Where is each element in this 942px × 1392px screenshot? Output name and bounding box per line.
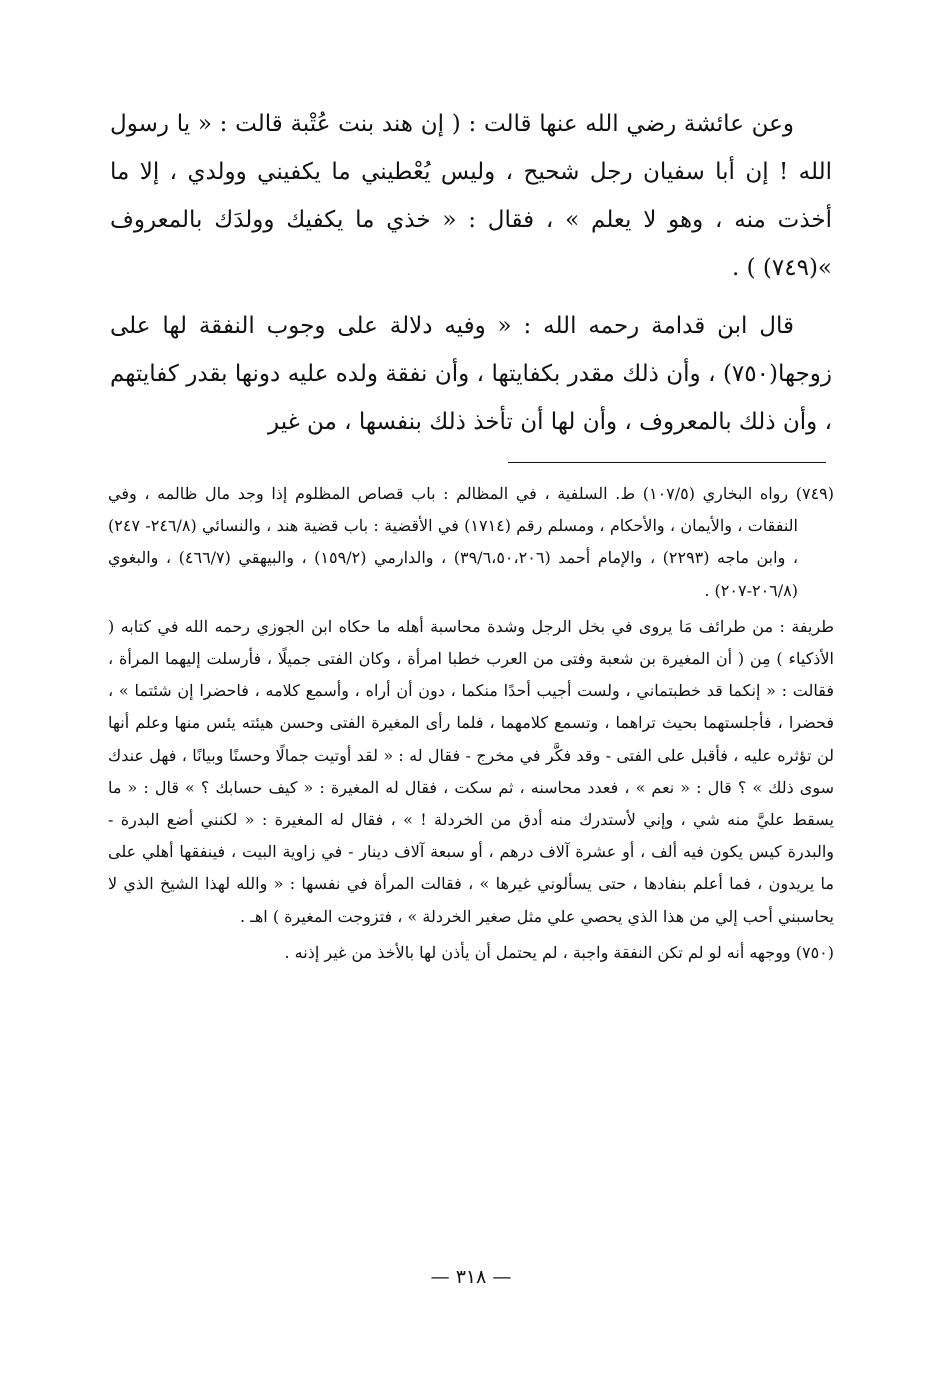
page-number: — ٣١٨ —	[430, 1266, 512, 1288]
footnote-749: (٧٤٩) رواه البخاري (١٠٧/٥) ط. السلفية ، في المظالم : باب قصاص المظلوم إذا وجد مال ظالمه ، وفي النفقات ، والأيمان ، والأحكام ، ومسلم رقم (١٧١٤) في الأقضية : باب قضية هند ، والنسائي (٢٤٦/٨- ٢٤٧) ، وابن ماجه (٢٢٩٣) ، والإمام أحمد (٣٩/٦،٥٠،٢٠٦) ، والدارمي (١٥٩/٢) ، والبيهقي (٤٦٦/٧) ، والبغوي (٢٠٦/٨-٢٠٧) .	[108, 484, 834, 600]
main-paragraph-1-text: وعن عائشة رضي الله عنها قالت : ( إن هند بنت عُتْبة قالت : « يا رسول الله ! إن أبا سفيان رجل شحيح ، وليس يُعْطيني ما يكفيني وولدي ، إلا ما أخذت منه ، وهو لا يعلم » ، فقال : « خذي ما يكفيك وولدَك بالمعروف »(٧٤٩) ) .	[110, 111, 832, 281]
main-paragraph-aisha-hadith	[110, 100, 832, 292]
main-paragraph-2-text: قال ابن قدامة رحمه الله : « وفيه دلالة على وجوب النفقة لها على زوجها(٧٥٠) ، وأن ذلك مقدر بكفايتها ، وأن نفقة ولده عليه دونها بقدر كفايتهم ، وأن ذلك بالمعروف ، وأن لها أن تأخذ ذلك بنفسها ، من غير	[110, 313, 832, 435]
main-text-body	[110, 100, 832, 456]
footnotes-section	[108, 478, 834, 973]
footnote-anecdote: طريفة : من طرائف مَا يروى في بخل الرجل وشدة محاسبة أهله ما حكاه ابن الجوزي رحمه الله في كتابه ( الأذكياء ) مِن ( أن المغيرة بن شعبة وفتى من العرب خطبا امرأة ، وكان الفتى جميلًا ، فأرسلت إليهما المرأة ، فقالت : « إنكما قد خطبتماني ، ولست أجيب أحدًا منكما ، دون أن أراه ، وأسمع كلامه ، فاحضرا إن شئتما » ، فحضرا ، فأجلستهما بحيث تراهما ، وتسمع كلامهما ، فلما رأى المغيرة الفتى وحسن هيئته يئس منها وعلم أنها لن تؤثره عليه ، فأقبل على الفتى - وقد فكَّر في مخرج - فقال له : « لقد أوتيت جمالًا وحسنًا وبيانًا ، فهل عندك سوى ذلك » ؟ قال : « نعم » ، فعدد محاسنه ، ثم سكت ، فقال له المغيرة : « كيف حسابك ؟ » قال : « ما يسقط عليَّ منه شي ، وإني لأستدرك منه أدق من الخردلة ! » ، فقال له المغيرة : « لكنني أضع البدرة - والبدرة كيس يكون فيه ألف ، أو عشرة آلاف درهم ، أو سبعة آلاف دينار - في زاوية البيت ، فينفقها أهلي على ما يريدون ، فما أعلم بنفادها ، حتى يسألوني غيرها » ، فقالت المرأة في نفسها : « والله لهذا الشيخ الذي لا يحاسبني أحب إلي من هذا الذي يحصي علي مثل صغير الخردلة » ، فتزوجت المغيرة ) اهـ .	[108, 616, 835, 926]
footnote-750: (٧٥٠) ووجهه أنه لو لم تكن النفقة واجبة ، لم يحتمل أن يأذن لها بالأخذ من غير إذنه .	[284, 942, 834, 962]
main-paragraph-ibn-qudama	[110, 302, 832, 446]
footnote-separator-line	[508, 462, 826, 463]
